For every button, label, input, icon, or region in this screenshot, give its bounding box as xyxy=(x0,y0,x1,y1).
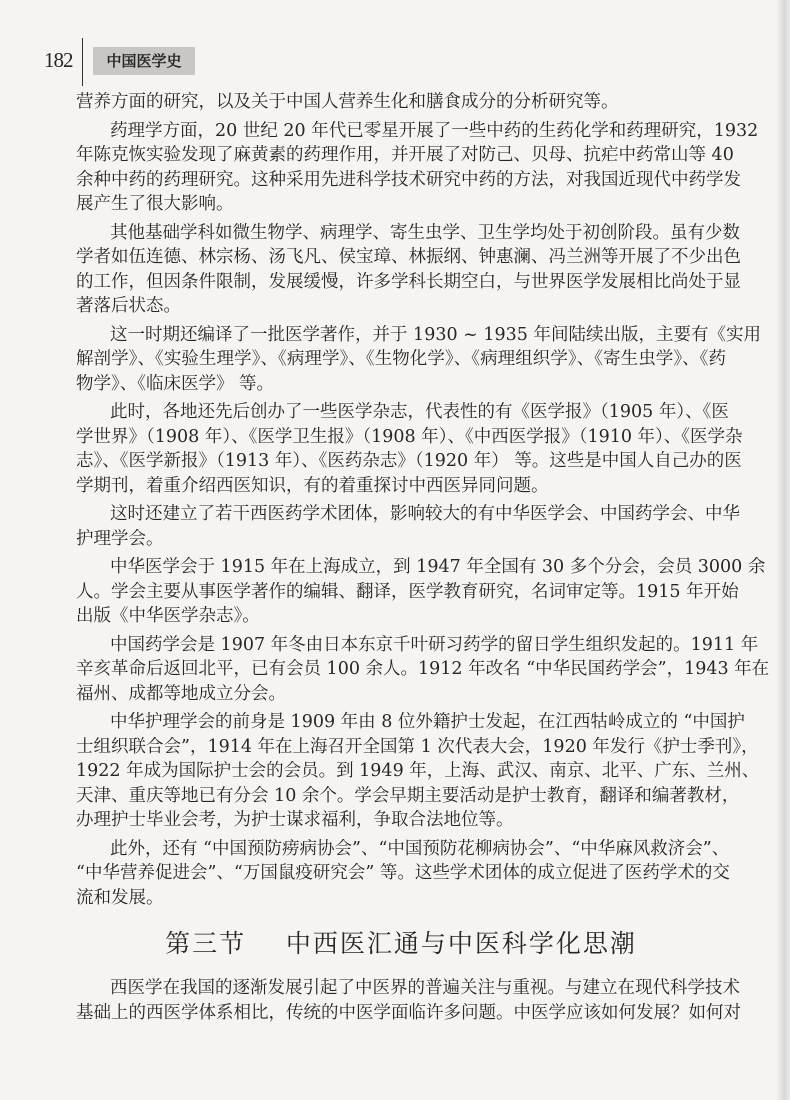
text-line: 中华医学会于 1915 年在上海成立，到 1947 年全国有 30 多个分会，会员 3000 余 xyxy=(110,557,766,577)
text-line: 此外，还有 “中国预防痨病协会”、“中国预防花柳病协会”、“中华麻风救济会”、 xyxy=(110,838,730,859)
paragraph xyxy=(76,323,761,397)
text-line: 学期刊，着重介绍西医知识，有的着重探讨中西医异同问题。 xyxy=(76,475,549,496)
text-line: 此时，各地还先后创办了一些医学杂志，代表性的有《医学报》（1905 年）、《医 xyxy=(110,402,729,422)
text-line: 基础上的西医学体系相比，传统的中医学面临许多问题。中医学应该如何发展？如何对 xyxy=(76,1002,741,1023)
paragraphs-before-heading xyxy=(76,90,770,910)
paragraph xyxy=(76,119,759,217)
text-line: 学世界》（1908 年）、《医学卫生报》（1908 年）、《中西医学报》（1910 年）、《医学杂 xyxy=(76,426,743,447)
paragraph xyxy=(76,400,743,498)
paragraph xyxy=(76,502,740,551)
header-divider xyxy=(82,38,83,86)
text-line: 展产生了很大影响。 xyxy=(76,194,234,214)
text-line: 护理学会。 xyxy=(76,528,164,549)
section-heading: 第三节 中西医汇通与中医科学化思潮 xyxy=(165,929,637,958)
text-line: 辛亥革命后返回北平，已有会员 100 余人。1912 年改名 “中华民国药学会”，1943 年在 xyxy=(76,659,770,679)
text-line: “中华营养促进会”、“万国鼠疫研究会” 等。这些学术团体的成立促进了医药学术的交 xyxy=(76,863,730,883)
text-line: 办理护士毕业会考，为护士谋求福利，争取合法地位等。 xyxy=(76,810,514,830)
paragraph xyxy=(76,710,760,833)
text-line: 流和发展。 xyxy=(76,887,164,908)
paragraph xyxy=(76,555,766,629)
text-line: 药理学方面，20 世纪 20 年代已零星开展了一些中药的生药化学和药理研究，1932 xyxy=(110,120,759,141)
text-line: 出版《中华医学杂志》。 xyxy=(76,606,260,626)
text-line: 余种中药的药理研究。这种采用先进科学技术研究中药的方法，对我国近现代中药学发 xyxy=(76,169,741,190)
text-line: 志》、《医学新报》（1913 年）、《医药杂志》（1920 年） 等。这些是中国人自己办的医 xyxy=(76,451,742,471)
text-line: 士组织联合会”，1914 年在上海召开全国第 1 次代表大会，1920 年发行《护士季刊》， xyxy=(76,736,759,757)
text-line: 西医学在我国的逐渐发展引起了中医界的普遍关注与重视。与建立在现代科学技术 xyxy=(110,978,740,998)
text-line: 中华护理学会的前身是 1909 年由 8 位外籍护士发起，在江西牯岭成立的 “中国护 xyxy=(110,712,745,732)
text-line: 天津、重庆等地已有分会 10 余个。学会早期主要活动是护士教育，翻译和编著教材， xyxy=(76,785,740,806)
page-edge-shadow xyxy=(776,0,790,1100)
text-line: 这一时期还编译了一批医学著作，并于 1930 ~ 1935 年间陆续出版，主要有《实用 xyxy=(110,324,761,345)
paragraphs-after-heading xyxy=(76,976,741,1025)
text-line: 解剖学》、《实验生理学》、《病理学》、《生物化学》、《病理组织学》、《寄生虫学》、《药 xyxy=(76,349,726,369)
text-line: 学者如伍连德、林宗杨、汤飞凡、侯宝璋、林振纲、钟惠澜、冯兰洲等开展了不少出色 xyxy=(76,247,741,267)
paragraph xyxy=(76,221,741,319)
text-line: 1922 年成为国际护士会的会员。到 1949 年，上海、武汉、南京、北平、广东、兰州、 xyxy=(76,761,760,781)
paragraph xyxy=(76,90,726,115)
text-line: 的工作，但因条件限制，发展缓慢，许多学科长期空白，与世界医学发展相比尚处于显 xyxy=(76,271,741,292)
text-line: 人。学会主要从事医学著作的编辑、翻译，医学教育研究，名词审定等。1915 年开始 xyxy=(76,581,739,602)
page-number: 182 xyxy=(44,48,73,72)
text-line: 其他基础学科如微生物学、病理学、寄生虫学、卫生学均处于初创阶段。虽有少数 xyxy=(110,222,740,243)
text-line: 著落后状态。 xyxy=(76,296,181,316)
text-line: 这时还建立了若干西医药学术团体，影响较大的有中华医学会、中国药学会、中华 xyxy=(110,504,740,524)
text-line: 福州、成都等地成立分会。 xyxy=(76,683,286,704)
paragraph xyxy=(76,976,741,1025)
paragraph xyxy=(76,837,730,911)
paragraph xyxy=(76,633,770,707)
text-line: 中国药学会是 1907 年冬由日本东京千叶研习药学的留日学生组织发起的。1911 年 xyxy=(110,634,759,655)
page-body xyxy=(76,86,770,1025)
text-line: 年陈克恢实验发现了麻黄素的药理作用，并开展了对防己、贝母、抗疟中药常山等 40 xyxy=(76,145,734,165)
running-title: 中国医学史 xyxy=(93,47,195,75)
text-line: 营养方面的研究，以及关于中国人营养生化和膳食成分的分析研究等。 xyxy=(76,92,619,112)
text-line: 物学》、《临床医学》 等。 xyxy=(76,373,275,394)
